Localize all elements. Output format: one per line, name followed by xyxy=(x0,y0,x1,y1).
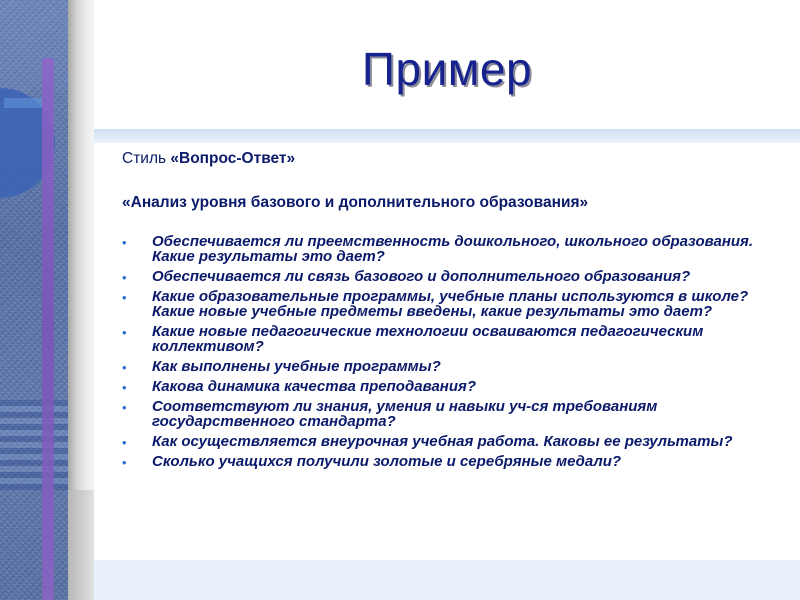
bullet-item xyxy=(122,289,782,319)
bullet-icon: • xyxy=(122,400,127,415)
bullet-text: Как выполнены учебные программы? xyxy=(152,358,441,375)
bullet-item xyxy=(122,234,782,264)
bullet-icon: • xyxy=(122,325,127,340)
slide-title: Пример xyxy=(361,43,533,95)
bullet-text: Как осуществляется внеурочная учебная работа. Каковы ее результаты? xyxy=(152,433,733,450)
slide-subtitle: «Анализ уровня базового и дополнительного образования» xyxy=(122,194,589,211)
bullet-item xyxy=(122,454,782,469)
bullet-item xyxy=(122,379,782,394)
bullet-icon: • xyxy=(122,235,127,250)
bullet-icon: • xyxy=(122,380,127,395)
bullet-text: Обеспечивается ли связь базового и дополнительного образования? xyxy=(152,268,691,285)
style-label-value: «Вопрос-Ответ» xyxy=(170,150,296,167)
strip-band-lower xyxy=(0,400,68,490)
bullet-text: Какие новые педагогические технологии осваиваются педагогическим коллективом? xyxy=(152,323,704,355)
decorative-side-strip xyxy=(0,0,68,600)
strip-band-top xyxy=(0,0,68,90)
bullet-item xyxy=(122,324,782,354)
bullet-item xyxy=(122,269,782,284)
bullet-text: Какие образовательные программы, учебные планы используются в школе? Какие новые учебные предметы введены, какие результаты это дает? xyxy=(152,288,749,320)
bullet-icon: • xyxy=(122,290,127,305)
bullet-text: Сколько учащихся получили золотые и серебряные медали? xyxy=(152,453,622,470)
style-label-prefix: Стиль xyxy=(122,150,171,167)
bullet-icon: • xyxy=(122,360,127,375)
bottom-bar xyxy=(94,560,800,600)
decorative-bar-cyan xyxy=(4,98,42,108)
bullet-text: Какова динамика качества преподавания? xyxy=(152,378,477,395)
title-rule xyxy=(94,129,800,143)
bullet-icon: • xyxy=(122,270,127,285)
style-line xyxy=(122,150,782,168)
bullet-list xyxy=(122,234,782,469)
slide-content xyxy=(122,150,782,474)
bullet-text: Обеспечивается ли преемственность дошкольного, школьного образования. Какие результаты это дает? xyxy=(152,233,754,265)
bullet-item xyxy=(122,359,782,374)
bullet-item xyxy=(122,434,782,449)
divider-column-bottom xyxy=(68,490,94,600)
decorative-bar-purple xyxy=(42,58,54,600)
bullet-icon: • xyxy=(122,435,127,450)
bullet-icon: • xyxy=(122,455,127,470)
bullet-text: Соответствуют ли знания, умения и навыки уч-ся требованиям государственного стандарта? xyxy=(152,398,658,430)
bullet-item xyxy=(122,399,782,429)
